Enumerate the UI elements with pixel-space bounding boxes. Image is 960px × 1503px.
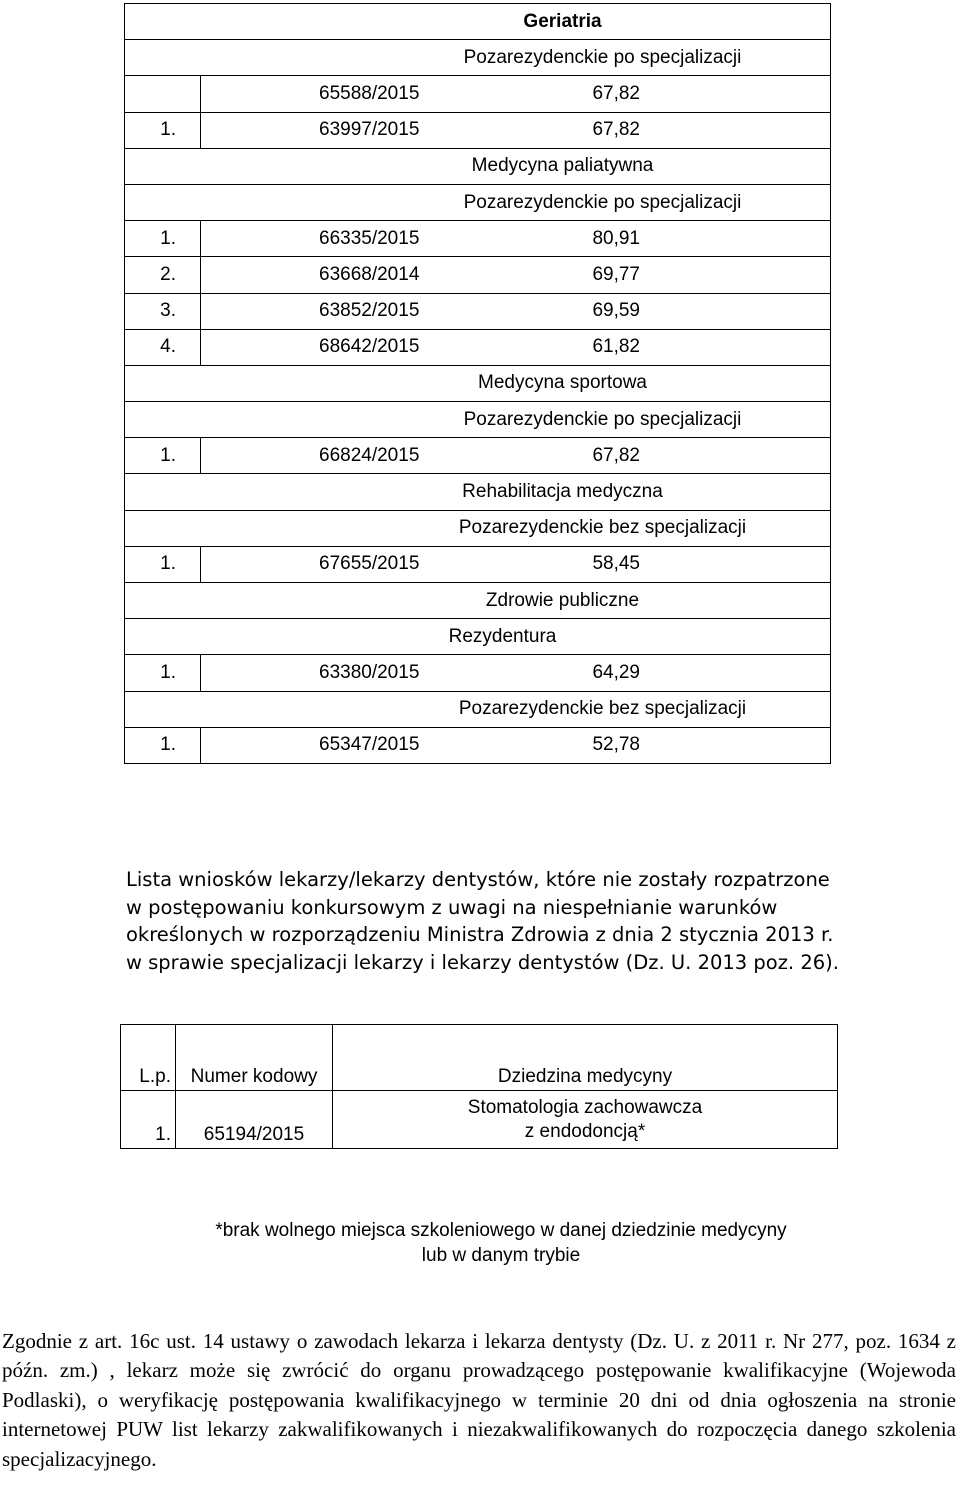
footnote-line2: lub w danym trybie: [421, 1245, 581, 1266]
row-number: 1.: [125, 112, 201, 148]
table-row: [125, 76, 831, 112]
row-code-score: [201, 257, 831, 293]
table-row: [125, 655, 831, 691]
row-number: 2.: [125, 257, 201, 293]
row-score: 67,82: [592, 444, 640, 466]
row-code-score: [201, 727, 831, 763]
row-score: 67,82: [592, 82, 640, 104]
header-code: Numer kodowy: [176, 1025, 333, 1091]
row-code: 66335/2015: [319, 227, 420, 249]
row-number: 1.: [125, 438, 201, 474]
row-code: 63852/2015: [319, 300, 420, 322]
row-number: 1.: [125, 727, 201, 763]
row-code-score: [201, 329, 831, 365]
row-code: 63380/2015: [319, 661, 420, 683]
table-row: [125, 438, 831, 474]
row-code: 66824/2015: [319, 444, 420, 466]
table-row: [125, 221, 831, 257]
section-title-rehabilitacja: Rehabilitacja medyczna: [125, 474, 831, 510]
table-row: [121, 1091, 838, 1149]
row-score: 58,45: [592, 553, 640, 575]
row-score: 80,91: [592, 227, 640, 249]
section-subtitle: Pozarezydenckie bez specjalizacji: [125, 510, 831, 546]
row-score: 69,77: [592, 263, 640, 285]
row-number: 4.: [125, 329, 201, 365]
footnote-line1: *brak wolnego miejsca szkoleniowego w danej dziedzinie medycyny: [215, 1220, 787, 1241]
section-title-zdrowie: Zdrowie publiczne: [125, 583, 831, 619]
row-code: 65588/2015: [319, 82, 420, 104]
row-code: 63997/2015: [319, 119, 420, 141]
section-title-sportowa: Medycyna sportowa: [125, 365, 831, 401]
row-code: 65194/2015: [176, 1091, 333, 1149]
header-field: Dziedzina medycyny: [333, 1025, 838, 1091]
table-row: [125, 293, 831, 329]
table-row: [125, 727, 831, 763]
table-row: [125, 257, 831, 293]
section-title-paliatywna: Medycyna paliatywna: [125, 148, 831, 184]
legal-notice-paragraph: Zgodnie z art. 16c ust. 14 ustawy o zawodach lekarza i lekarza dentysty (Dz. U. z 2011 r. Nr 277, poz. 1634 z późn. zm.) , lekarz może się zwrócić do organu prowadzącego postępowanie kwalifikacyjne (Wojewoda Podlaski), o weryfikację postępowania kwalifikacyjnego w terminie 20 dni od dnia ogłoszenia na stronie internetowej PUW list lekarzy zakwalifikowanych i niezakwalifikowanych do rozpoczęcia danego szkolenia specjalizacyjnego.: [2, 1329, 956, 1471]
row-number: 1.: [125, 546, 201, 582]
row-code-score: [201, 655, 831, 691]
row-number: 1.: [121, 1091, 176, 1149]
table-row: [125, 329, 831, 365]
section-title-geriatria: Geriatria: [125, 4, 831, 40]
row-code-score: [201, 438, 831, 474]
row-code: 65347/2015: [319, 734, 420, 756]
row-code-score: [201, 546, 831, 582]
row-number: 1.: [125, 221, 201, 257]
row-field: [333, 1091, 838, 1149]
row-code-score: [201, 112, 831, 148]
section-subtitle: Pozarezydenckie po specjalizacji: [125, 40, 831, 76]
qualification-results-table: [124, 3, 831, 764]
section-subtitle: Pozarezydenckie po specjalizacji: [125, 184, 831, 220]
section-subtitle: Pozarezydenckie bez specjalizacji: [125, 691, 831, 727]
row-score: 52,78: [592, 734, 640, 756]
row-code: 63668/2014: [319, 263, 420, 285]
section-subtitle: Pozarezydenckie po specjalizacji: [125, 402, 831, 438]
row-number: 1.: [125, 655, 201, 691]
row-number: 3.: [125, 293, 201, 329]
row-score: 64,29: [592, 661, 640, 683]
table-row: [125, 112, 831, 148]
row-score: 69,59: [592, 300, 640, 322]
row-field-line2: z endodoncją*: [524, 1120, 646, 1142]
row-code: 67655/2015: [319, 553, 420, 575]
row-code-score: [201, 293, 831, 329]
row-score: 61,82: [592, 336, 640, 358]
rejected-applications-table: [120, 1024, 838, 1149]
row-code-score: [201, 76, 831, 112]
row-number: [125, 76, 201, 112]
footnote: [120, 1218, 882, 1268]
row-code: 68642/2015: [319, 336, 420, 358]
section-subtitle: Rezydentura: [125, 619, 831, 655]
row-code-score: [201, 221, 831, 257]
header-lp: L.p.: [121, 1025, 176, 1091]
rejected-applications-paragraph: Lista wniosków lekarzy/lekarzy dentystów, które nie zostały rozpatrzone w postępowaniu konkursowym z uwagi na niespełnianie warunków określonych w rozporządzeniu Ministra Zdrowia z dnia 2 stycznia 2013 r. w sprawie specjalizacji lekarzy i lekarzy dentystów (Dz. U. 2013 poz. 26).: [126, 868, 839, 974]
row-field-line1: Stomatologia zachowawcza: [467, 1096, 703, 1118]
table-row: [125, 546, 831, 582]
row-score: 67,82: [592, 119, 640, 141]
